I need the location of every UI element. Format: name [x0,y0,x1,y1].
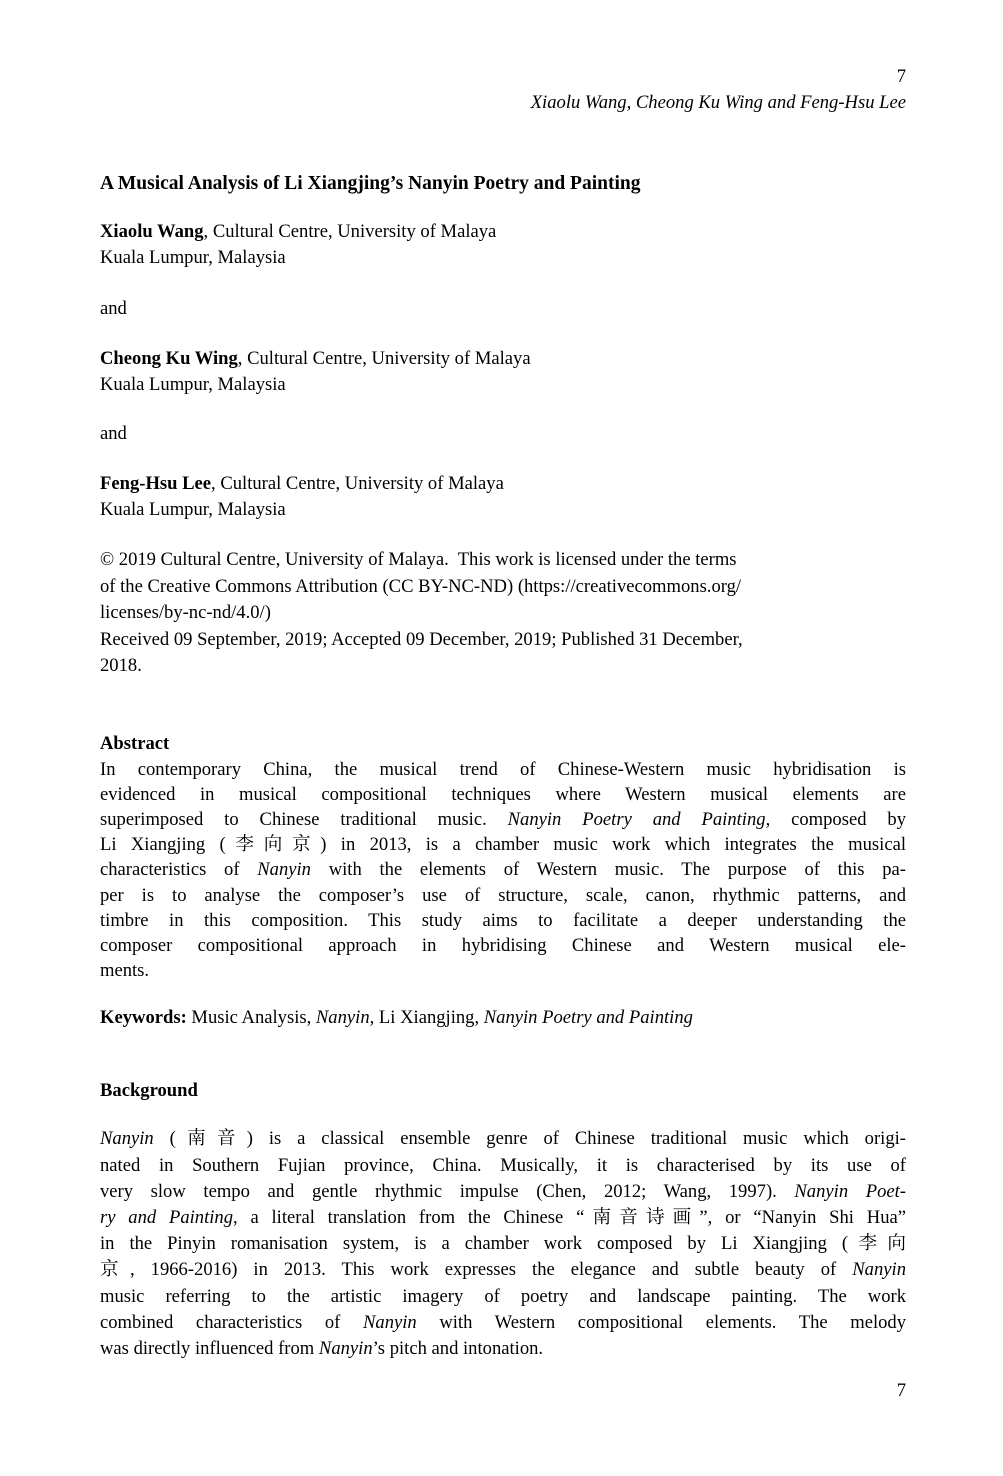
text-segment: Nanyin [318,1337,373,1359]
text-segment: Nanyin [257,859,311,881]
author-block [100,471,906,523]
text-segment: © 2019 Cultural Centre, University of Malaya. This work is licensed under the terms [100,549,737,570]
background-paragraph [100,1126,906,1362]
abstract-heading: Abstract [100,732,170,754]
text-line [100,757,906,782]
keywords-line [100,1005,906,1031]
text-line [100,1126,906,1152]
text-segment: with Western compositional elements. The melody [416,1311,907,1333]
text-segment: (南音) is a classical ensemble genre of Chinese traditional music which origi- [153,1128,906,1150]
text-segment: evidenced in musical compositional techniques where Western musical elements are [100,783,906,805]
page-number-top: 7 [896,66,906,87]
author-connector: and [100,298,127,319]
text-line [100,1179,906,1205]
text-line [100,807,906,832]
text-segment: Nanyin [852,1259,906,1281]
text-line [100,1336,906,1362]
text-segment: , Cultural Centre, University of Malaya [211,473,504,494]
text-segment: , Cultural Centre, University of Malaya [203,221,497,242]
text-segment: in the Pinyin romanisation system, is a chamber work composed by Li Xiangjing (李向 [100,1233,906,1255]
text-segment: nated in Southern Fujian province, China. Musically, it is characterised by its use of [100,1154,906,1176]
text-segment: Nanyin [363,1311,417,1333]
text-segment: was directly influenced from [100,1337,319,1359]
text-segment: with the elements of Western music. The purpose of this pa- [310,859,906,881]
text-line [100,1231,906,1257]
text-line [100,600,906,627]
running-head: Xiaolu Wang, Cheong Ku Wing and Feng-Hsu Lee [530,92,906,113]
author-name-affiliation [100,219,906,245]
text-segment: very slow tempo and gentle rhythmic impulse (Chen, 2012; Wang, 1997). [100,1180,795,1202]
text-segment: Feng-Hsu Lee [100,473,212,494]
text-line [100,653,906,680]
text-segment: Nanyin [315,1007,370,1029]
background-heading: Background [100,1080,198,1102]
author-city: Kuala Lumpur, Malaysia [100,247,286,268]
text-segment: In contemporary China, the musical trend of Chinese-Western music hybridisation is [100,758,906,780]
text-segment: characteristics of [100,859,258,881]
author-city: Kuala Lumpur, Malaysia [100,499,286,520]
author-name-affiliation [100,346,906,372]
text-line [100,883,906,908]
text-segment: , composed by [765,808,906,830]
text-segment: , Li Xiangjing, [369,1007,484,1029]
text-line [100,933,906,958]
text-segment: Li Xiangjing (李向京) in 2013, is a chamber music work which integrates the musical [100,834,906,856]
text-line [100,1310,906,1336]
text-line [100,832,906,857]
text-line [100,908,906,933]
page-number-bottom: 7 [896,1380,906,1402]
author-block [100,346,906,398]
text-segment: composer compositional approach in hybridising Chinese and Western musical ele- [100,934,906,956]
text-line [100,547,906,574]
text-line [100,857,906,882]
text-segment: timbre in this composition. This study aims to facilitate a deeper understanding the [100,909,906,931]
text-line [100,958,906,983]
text-segment: superimposed to Chinese traditional music. [100,808,508,830]
text-segment: Xiaolu Wang [100,221,204,242]
author-name-affiliation [100,471,906,497]
text-segment: 2018. [100,655,142,676]
text-segment: 京, 1966-2016) in 2013. This work expresses the elegance and subtle beauty of [100,1259,853,1281]
text-segment: Cheong Ku Wing [100,348,238,369]
text-segment: , a literal translation from the Chinese “南音诗画”, or “Nanyin Shi Hua” [233,1206,906,1228]
text-segment: Received 09 September, 2019; Accepted 09 December, 2019; Published 31 December, [100,628,743,650]
text-line [100,1153,906,1179]
author-block [100,219,906,271]
text-line [100,627,906,654]
text-line [100,1257,906,1283]
text-segment: licenses/by-nc-nd/4.0/) [100,602,271,623]
abstract-paragraph [100,757,906,984]
text-segment: Music Analysis, [186,1007,316,1029]
text-segment: , Cultural Centre, University of Malaya [237,348,531,369]
text-segment: Nanyin Poetry and Painting [483,1007,693,1029]
author-city: Kuala Lumpur, Malaysia [100,374,286,395]
text-segment: music referring to the artistic imagery of poetry and landscape painting. The work [100,1285,906,1307]
text-segment: Keywords: [100,1007,187,1029]
text-segment: per is to analyse the composer’s use of structure, scale, canon, rhythmic patterns, and [100,884,906,906]
text-segment: combined characteristics of [100,1311,363,1333]
article-title: A Musical Analysis of Li Xiangjing’s Nanyin Poetry and Painting [100,173,641,194]
license-statement [100,547,906,680]
text-line [100,574,906,601]
text-segment: of the Creative Commons Attribution (CC BY-NC-ND) (https://creativecommons.org/ [100,575,742,597]
author-connector: and [100,423,127,444]
text-line [100,782,906,807]
text-line [100,1205,906,1231]
text-segment: Nanyin Poet- [794,1180,906,1202]
text-segment: ments. [100,960,150,982]
text-line [100,1284,906,1310]
text-segment: ry and Painting [100,1206,234,1228]
text-segment: Nanyin [100,1128,154,1150]
text-segment: ’s pitch and intonation. [372,1337,544,1359]
text-segment: Nanyin Poetry and Painting [507,808,766,830]
